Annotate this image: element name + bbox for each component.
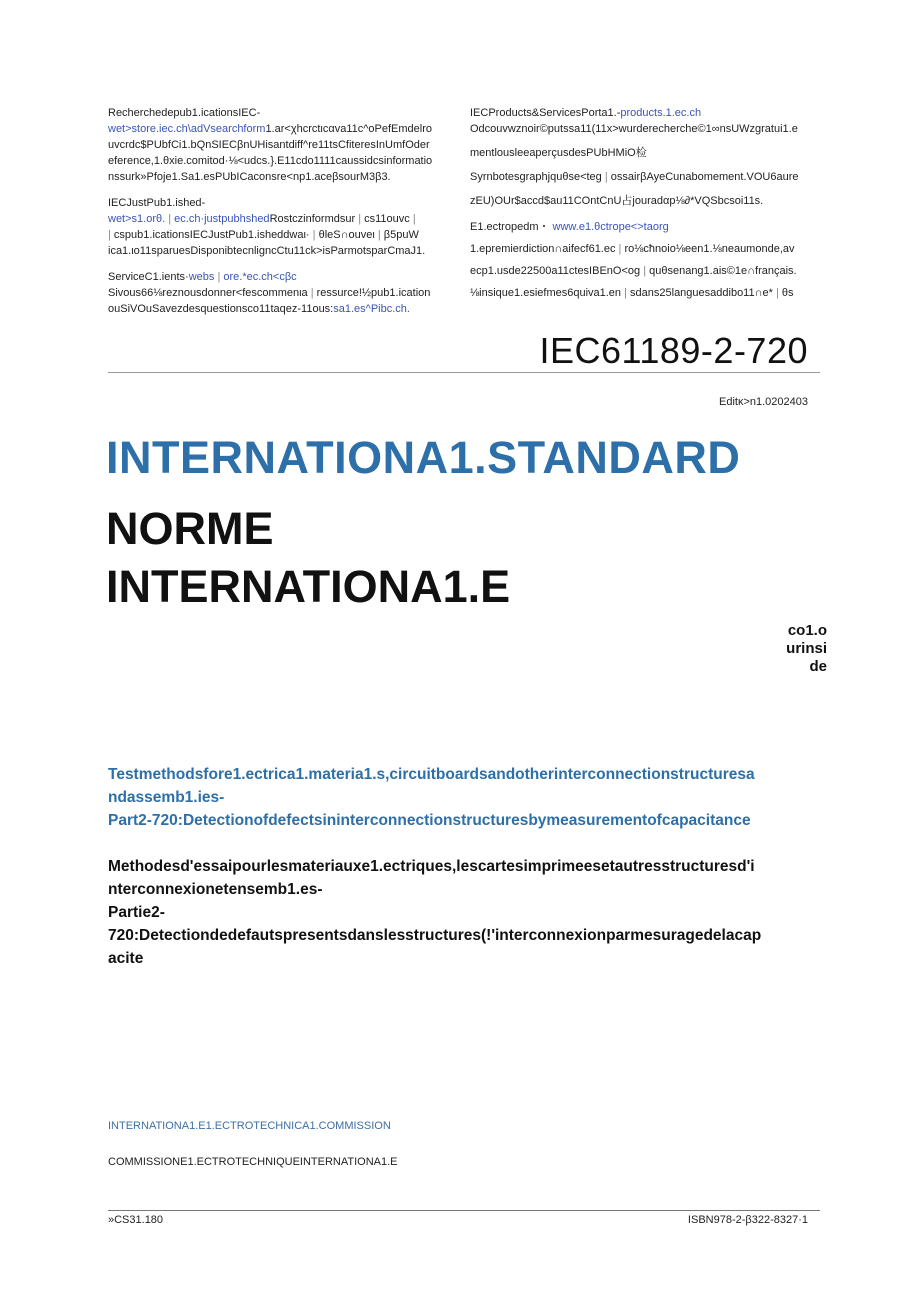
search-publications-block: Recherchedepub1.icationsIEC- wet>store.iec.ch\adVsearchform1.ar<χhcrctιcαva11c^oPefEmdelro uvcrdc$PUbfCi1.bQnSIECβnUHisantdiff^re11tsCfiteresInUmfOder eference,1.θxie.comitod·⅛<udcs.}.E11cdo1111caussidcsinformatio nssurk»Pfoje1.Sa1.esPUbICaconsre<np1.aceβsourM3β3. bbox=[108, 105, 456, 185]
customer-service-heading: ServiceC1.ients· bbox=[108, 271, 189, 283]
sales-email-link[interactable]: sa1.es^Pibc.ch. bbox=[333, 303, 410, 315]
iec-search-link[interactable]: wet>store.iec.ch\adVsearchform bbox=[108, 123, 266, 135]
csc-link[interactable]: ore.*ec.ch<cβc bbox=[223, 271, 297, 283]
title-french-line-1: NORME bbox=[106, 503, 274, 554]
electropedia-heading: E1.ectropedm・ bbox=[470, 221, 550, 233]
subtitle-english: Testmethodsfore1.ectrica1.materia1.s,circuitboardsandotherinterconnectionstructuresa ndassemb1.ies- Part2-720:Detectionofdefectsininterconnectionstructuresbymeasurementofcapacitance bbox=[108, 766, 755, 829]
electropedia-block: E1.ectropedm・ www.e1.θctrope<>taorg 1.epremierdiction∩aifecf61.ec | ro⅛cħnoio⅛een1.⅛neaumonde,av ecp1.usde22500a11ctesIBEnO<og | quθsenang1.ais©1e∩français. ⅛insique1.esiefmes6quiva1.en | sdans25languesaddibo11∩e* | θs bbox=[470, 221, 797, 299]
just-published-heading: IECJustPub1.ished- bbox=[108, 197, 206, 209]
edition-label: Editκ>n1.0202403 bbox=[719, 396, 808, 408]
footer-divider bbox=[108, 1210, 820, 1211]
webstore-link[interactable]: webs bbox=[188, 271, 215, 283]
electropedia-link[interactable]: www.e1.θctrope<>taorg bbox=[552, 221, 669, 233]
just-published-link[interactable]: wet>s1.orθ. bbox=[108, 213, 166, 225]
products-portal-block: IECProducts&ServicesPorta1.-products.1.ec.ch Odcouvwznoir©putssa11(11x>wurderecherche©1∞nsUWzgratui1.e mentlousleeaperçusdesPUbHMiO检 Syrnbotesgraphjquθse<teg | ossairβAyeCunabomement.VOU6aure zEU)OUr$accd$au11COntCnU占jouradαp⅛∂*VQSbcsoi11s. bbox=[470, 107, 799, 207]
standard-number: IEC61189-2-720 bbox=[539, 330, 808, 371]
search-heading: Recherchedepub1.icationsIEC- bbox=[108, 107, 261, 119]
products-portal-heading: IECProducts&ServicesPorta1.- bbox=[470, 107, 621, 119]
isbn-number: ISBN978-2-β322-8327·1 bbox=[687, 1214, 808, 1226]
ics-code: »CS31.180 bbox=[108, 1214, 164, 1226]
header-divider bbox=[108, 372, 820, 373]
products-portal-link[interactable]: products.1.ec.ch bbox=[620, 107, 702, 119]
products-info-column bbox=[470, 105, 820, 311]
colour-inside-label: co1.o urinsi de bbox=[786, 622, 827, 675]
title-french-line-2: INTERNATIONA1.E bbox=[106, 561, 511, 612]
customer-service-block: ServiceC1.ients·webs | ore.*ec.ch<cβc Sivous66⅛reznousdonner<fescommenιa | ressurce!½pub1.ication ouSiVOuSavezdesquestionsco11taqez-11ous:sa1.es^Pibc.ch. bbox=[108, 271, 431, 315]
just-published-link-2[interactable]: ec.ch·justpubhshed bbox=[174, 213, 270, 225]
title-english: INTERNATIONA1.STANDARD bbox=[106, 432, 741, 483]
publications-info-column bbox=[108, 105, 456, 327]
title-french bbox=[106, 500, 510, 616]
organisation-english: INTERNATIONA1.E1.ECTROTECHNICA1.COMMISSION bbox=[108, 1120, 391, 1132]
subtitle-french: Methodesd'essaipourlesmateriauxe1.ectriques,lescartesimprimeesetautresstructuresd'i nterconnexionetensemb1.es- Partie2- 720:Detectiondedefautspresentsdanslesstructures(!'interconnexionparmesuragedelacap acite bbox=[108, 858, 762, 967]
just-published-block: IECJustPub1.ished- wet>s1.orθ. | ec.ch·justpubhshedRostczinformdsur | cs11ouvc | | cspub1.icationsIECJustPub1.isheddwaι· | θleS∩ouveι | β5puW ica1.ιo11sparuesDisponibtecnligncCtu11ck>isParmotsparCmaJ1. bbox=[108, 195, 456, 259]
organisation-french: COMMISSIONE1.ECTROTECHNIQUEINTERNATIONA1.E bbox=[108, 1156, 398, 1168]
